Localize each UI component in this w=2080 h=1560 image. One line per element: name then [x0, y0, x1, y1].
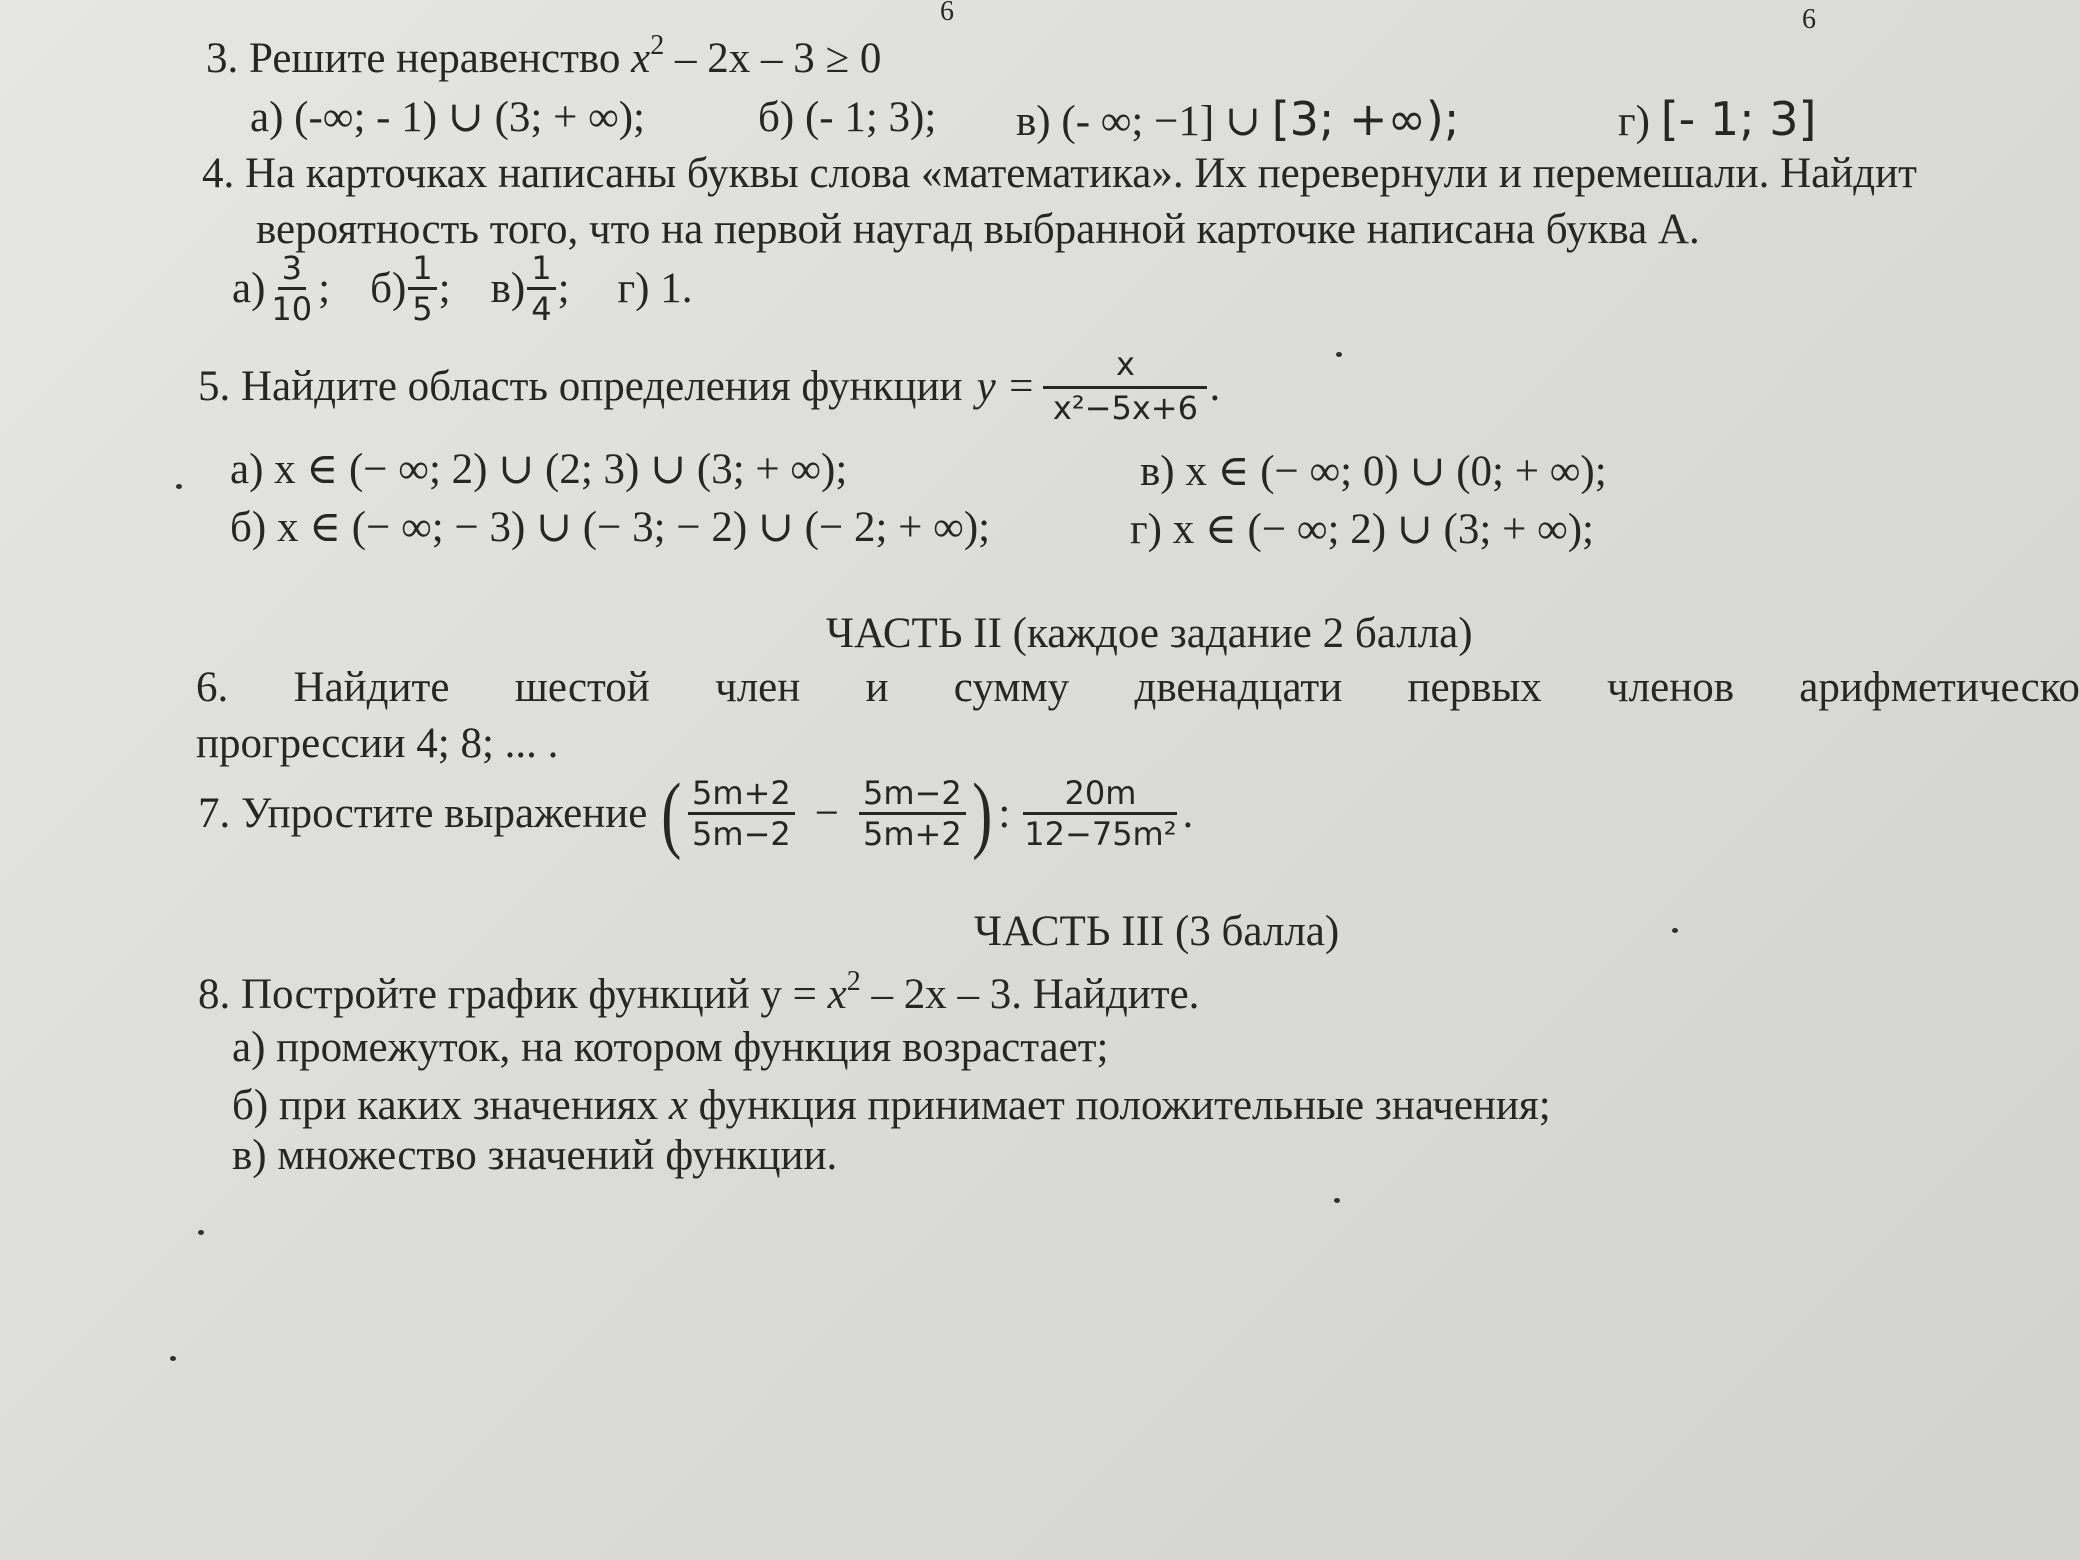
paper-speck	[198, 1230, 204, 1235]
question-4-option-b-denominator: 5	[412, 290, 433, 328]
question-5-option-a: а) x ∈ (− ∞; 2) ∪ (2; 3) ∪ (3; + ∞);	[230, 446, 848, 493]
question-7-fraction-2-numerator: 5m−2	[859, 777, 966, 815]
question-5-end: .	[1209, 362, 1221, 410]
question-3-text: Решите неравенство	[249, 35, 621, 82]
question-4-option-a-fraction	[267, 249, 316, 328]
question-4-options	[232, 249, 693, 328]
question-6-word: член	[715, 664, 801, 711]
question-6-line-1	[196, 666, 2080, 709]
question-6-word: 6.	[196, 664, 229, 711]
question-5-option-b: б) x ∈ (− ∞; − 3) ∪ (− 3; − 2) ∪ (− 2; + ∞);	[230, 504, 991, 551]
part-3-heading: ЧАСТЬ III (3 балла)	[974, 908, 1340, 955]
question-7-title	[198, 765, 1194, 861]
question-3-expr-rest: – 2x – 3 ≥ 0	[664, 35, 882, 82]
stray-digit-top-center: 6	[940, 0, 954, 27]
stray-digit-top-right: 6	[1802, 4, 1816, 35]
paper-speck	[176, 484, 182, 489]
question-7-close-paren: )	[971, 765, 993, 861]
question-3-number: 3.	[206, 35, 239, 82]
paper-speck	[170, 1356, 176, 1361]
question-8-title-sup: 2	[846, 966, 861, 997]
question-7-text: 7. Упростите выражение	[198, 789, 648, 837]
question-5-numerator: x	[1043, 348, 1207, 389]
question-4-option-v-denominator: 4	[531, 290, 552, 328]
question-6-line-2: прогрессии 4; 8; ... .	[196, 720, 559, 767]
question-6-word: и	[865, 664, 889, 711]
question-4-option-b-sep: ;	[438, 265, 451, 312]
question-7-end: .	[1182, 789, 1194, 837]
question-4-option-b-label: б)	[370, 265, 407, 312]
paper-speck	[1334, 1198, 1340, 1203]
question-4-option-v-label: в)	[490, 265, 526, 312]
question-8-title-post: – 2x – 3. Найдите.	[860, 971, 1200, 1018]
question-5-title	[198, 345, 1221, 427]
question-3-option-g	[1618, 92, 1817, 146]
question-3-option-v	[1016, 92, 1460, 146]
question-3-option-a: а) (-∞; - 1) ∪ (3; + ∞);	[250, 94, 645, 141]
question-7-colon: :	[998, 789, 1011, 837]
question-4-option-a-sep: ;	[318, 265, 331, 312]
question-6-word: сумму	[953, 664, 1070, 711]
question-4-line-2: вероятность того, что на первой наугад выбранной карточке написана буква А.	[256, 206, 1700, 253]
question-8-item-a: а) промежуток, на котором функция возрастает;	[232, 1024, 1109, 1071]
question-6-word: двенадцати	[1134, 664, 1343, 711]
question-3-expr-x: x	[631, 35, 651, 82]
question-5-fraction	[1043, 345, 1207, 427]
question-4-option-b-numerator: 1	[408, 252, 436, 290]
question-6-word: первых	[1407, 664, 1542, 711]
question-5-y-eq: y =	[976, 362, 1036, 410]
question-8-item-b-x: x	[668, 1082, 688, 1129]
question-7-fraction-1-denominator: 5m−2	[692, 814, 791, 853]
question-4-option-a-label: а)	[232, 265, 266, 312]
question-8-item-b-pre: б) при каких значениях	[232, 1082, 669, 1129]
paper-speck	[1336, 352, 1342, 357]
question-6-word: Найдите	[293, 664, 450, 711]
question-7-minus: −	[814, 789, 839, 837]
question-7-fraction-2-denominator: 5m+2	[863, 814, 962, 853]
question-5-option-g: г) x ∈ (− ∞; 2) ∪ (3; + ∞);	[1130, 506, 1594, 553]
question-4-option-v-sep: ;	[557, 265, 570, 312]
question-3-option-v-prefix: в) (- ∞; −1] ∪	[1016, 98, 1272, 145]
question-7-fraction-2	[859, 773, 966, 853]
question-3-option-b: б) (- 1; 3);	[758, 94, 937, 141]
part-2-heading: ЧАСТЬ II (каждое задание 2 балла)	[826, 610, 1473, 657]
question-4-option-a-numerator: 3	[278, 252, 306, 290]
question-8-item-b-post: функция принимает положительные значения;	[687, 1082, 1551, 1129]
question-5-option-v: в) x ∈ (− ∞; 0) ∪ (0; + ∞);	[1140, 448, 1607, 495]
question-3-option-g-prefix: г)	[1618, 98, 1661, 145]
question-7-fraction-1	[688, 773, 795, 853]
question-6-word: арифметическо	[1799, 664, 2080, 711]
question-6-word: шестой	[514, 664, 650, 711]
question-6-word: членов	[1607, 664, 1735, 711]
question-4-option-v-numerator: 1	[527, 252, 555, 290]
question-8-item-v: в) множество значений функции.	[232, 1132, 838, 1179]
question-5-denominator: x²−5x+6	[1052, 389, 1198, 427]
question-8-title-x: x	[827, 971, 847, 1018]
paper-speck	[1672, 928, 1678, 933]
question-7-fraction-3-denominator: 12−75m²	[1024, 814, 1177, 853]
question-3-option-v-tail: [3; +∞);	[1271, 92, 1460, 146]
question-4-option-a-denominator: 10	[271, 290, 313, 328]
question-4-option-v-fraction	[527, 249, 555, 328]
question-4-option-b-fraction	[408, 249, 436, 328]
question-8-title	[198, 968, 1199, 1016]
question-7-fraction-3-numerator: 20m	[1023, 777, 1177, 815]
question-8-item-b	[232, 1084, 1551, 1127]
question-3-expr-sup: 2	[650, 30, 665, 61]
question-7-fraction-1-numerator: 5m+2	[688, 777, 795, 815]
question-3-title	[206, 32, 881, 80]
question-5-text: 5. Найдите область определения функции	[198, 362, 963, 410]
question-8-title-pre: 8. Постройте график функций y =	[198, 971, 828, 1018]
question-7-open-paren: (	[661, 765, 682, 861]
question-4-line-1: 4. На карточках написаны буквы слова «математика». Их перевернули и перемешали. Найдит	[202, 150, 1917, 197]
question-7-fraction-3	[1020, 773, 1180, 853]
question-4-option-g: г) 1.	[617, 265, 693, 312]
question-3-option-g-tail: [- 1; 3]	[1660, 92, 1817, 146]
